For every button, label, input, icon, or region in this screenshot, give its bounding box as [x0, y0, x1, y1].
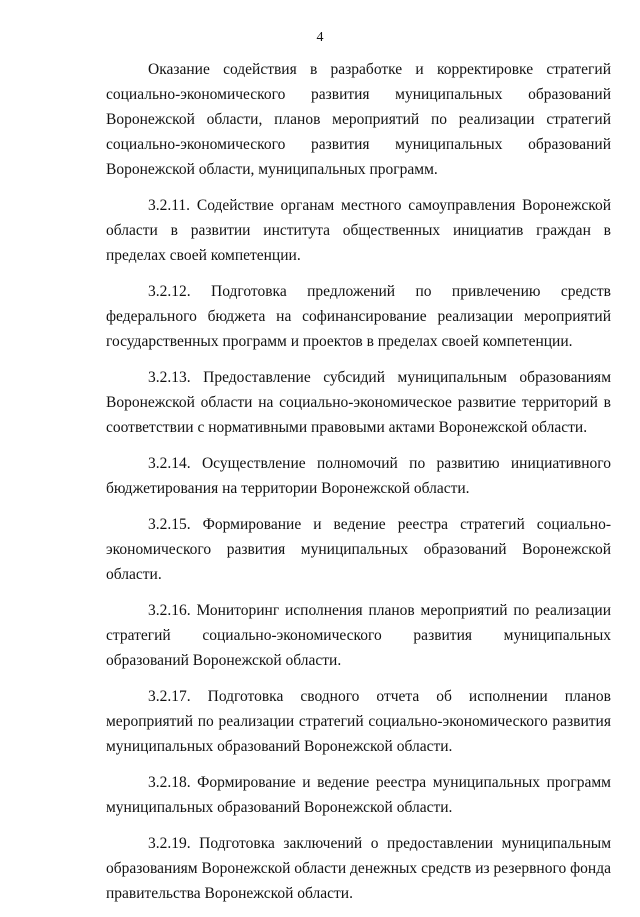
paragraph-text: Оказание содействия в разработке и корректировке стратегий социально-экономического развития муниципальных образований Воронежской области, планов мероприятий по реализации стратегий социально-экономического развития муниципальных образований Воронежской области, муниципальных программ. [106, 61, 611, 178]
paragraph-number: 3.2.13. [148, 369, 191, 386]
paragraph-3-2-15 [106, 512, 611, 587]
page-number: 4 [316, 30, 324, 45]
paragraph-number: 3.2.17. [148, 688, 191, 705]
paragraph-3-2-16 [106, 598, 611, 673]
paragraph-text: Содействие органам местного самоуправления Воронежской области в развитии института общественных инициатив граждан в пределах своей компетенции. [106, 197, 611, 264]
paragraph-number: 3.2.14. [148, 455, 191, 472]
paragraph-text: Осуществление полномочий по развитию инициативного бюджетирования на территории Воронежской области. [106, 455, 611, 497]
document-body [106, 57, 611, 917]
paragraph-3-2-14 [106, 451, 611, 501]
paragraph-3-2-13 [106, 365, 611, 440]
paragraph-text: Подготовка заключений о предоставлении муниципальным образованиям Воронежской области денежных средств из резервного фонда правительства Воронежской области. [106, 835, 611, 902]
paragraph-text: Формирование и ведение реестра стратегий социально-экономического развития муниципальных образований Воронежской области. [106, 516, 612, 583]
paragraph-3-2-18 [106, 770, 611, 820]
paragraph-text: Подготовка сводного отчета об исполнении планов мероприятий по реализации стратегий социально-экономического развития муниципальных образований Воронежской области. [106, 688, 611, 755]
paragraph-3-2-19 [106, 831, 611, 906]
paragraph-number: 3.2.18. [148, 774, 191, 791]
paragraph-number: 3.2.16. [148, 602, 191, 619]
paragraph-text: Мониторинг исполнения планов мероприятий по реализации стратегий социально-экономического развития муниципальных образований Воронежской области. [106, 602, 611, 669]
paragraph-number: 3.2.11. [148, 197, 191, 214]
paragraph-text: Предоставление субсидий муниципальным образованиям Воронежской области на социально-экономическое развитие территорий в соответствии с нормативными правовыми актами Воронежской области. [106, 369, 611, 436]
paragraph-3-2-12 [106, 279, 611, 354]
paragraph-number: 3.2.12. [148, 283, 191, 300]
paragraph-continuation [106, 57, 611, 182]
paragraph-3-2-11 [106, 193, 611, 268]
paragraph-number: 3.2.19. [148, 835, 191, 852]
paragraph-text: Формирование и ведение реестра муниципальных программ муниципальных образований Воронежской области. [106, 774, 611, 816]
paragraph-3-2-17 [106, 684, 611, 759]
paragraph-text: Подготовка предложений по привлечению средств федерального бюджета на софинансирование реализации мероприятий государственных программ и проектов в пределах своей компетенции. [106, 283, 611, 350]
paragraph-number: 3.2.15. [148, 516, 191, 533]
